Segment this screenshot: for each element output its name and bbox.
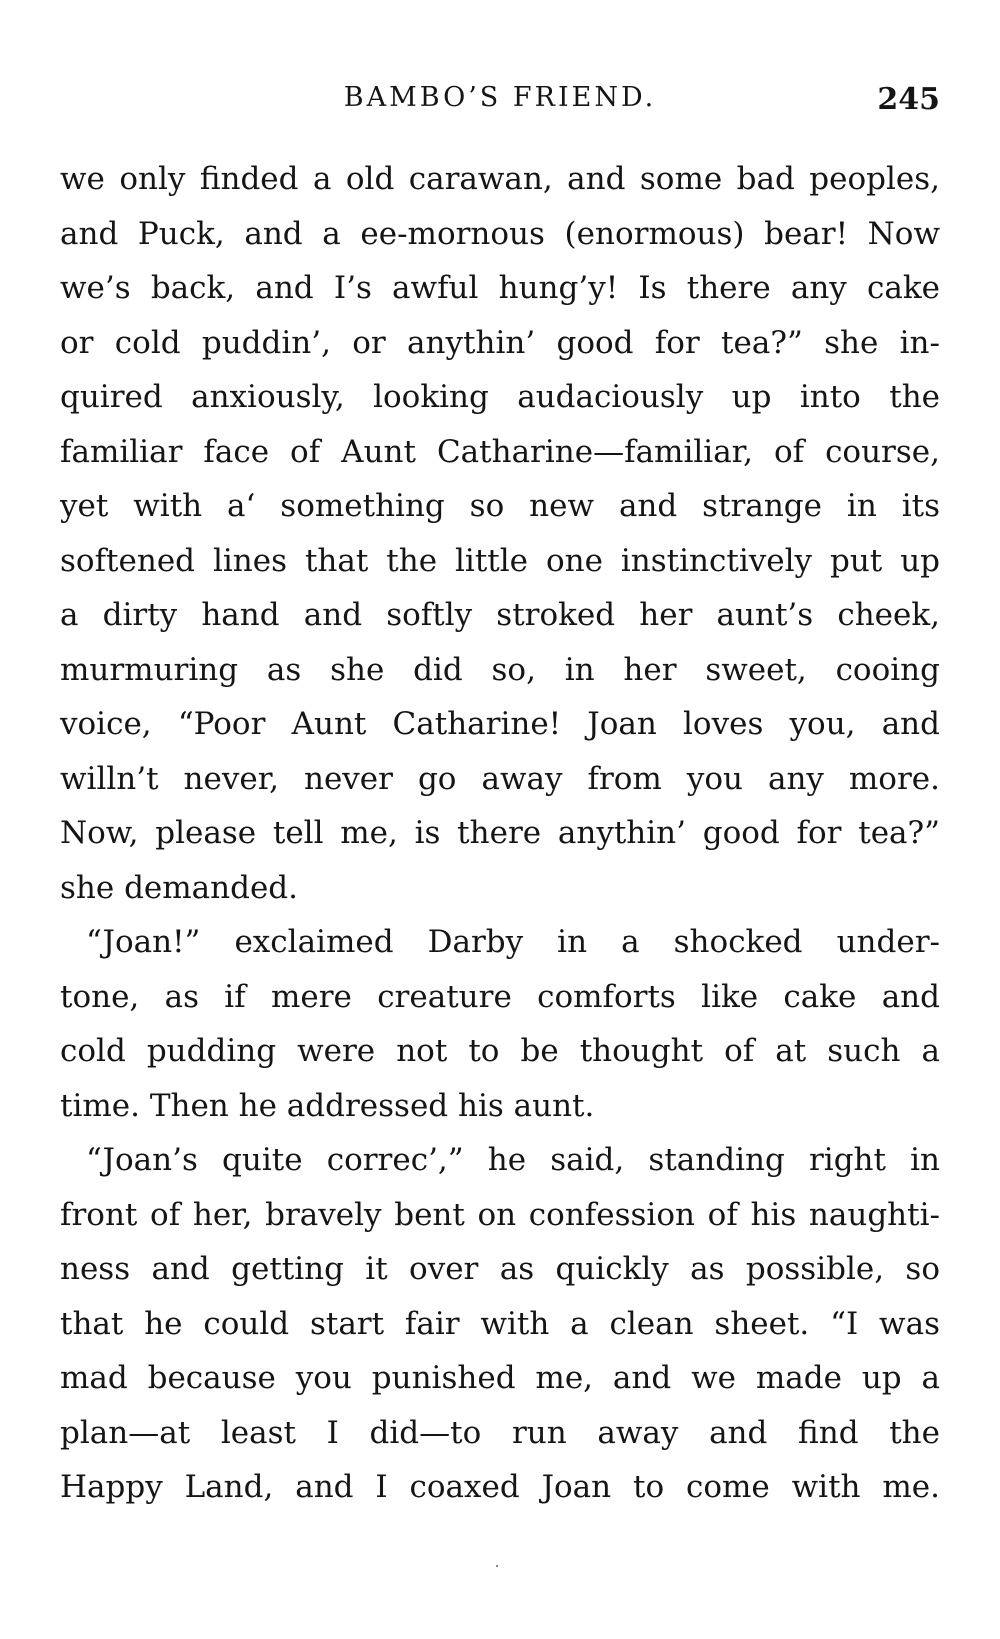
print-speck xyxy=(496,1565,498,1567)
text-line: she demanded. xyxy=(60,869,298,906)
text-line: ness and getting it over as quickly as possible, so xyxy=(60,1251,940,1287)
text-line: voice, “Poor Aunt Catharine! Joan loves you, and xyxy=(60,706,940,742)
text-line: we’s back, and I’s awful hung’y! Is there any cake xyxy=(60,270,940,306)
running-title: BAMBO’S FRIEND. xyxy=(343,82,657,113)
page-number: 245 xyxy=(877,82,940,117)
text-line: front of her, bravely bent on confession of his naughti- xyxy=(60,1196,940,1233)
body-text xyxy=(60,152,940,1515)
text-line: we only finded a old carawan, and some bad peoples, xyxy=(60,161,940,197)
text-line: tone, as if mere creature comforts like cake and xyxy=(60,978,940,1015)
text-line: Now, please tell me, is there anythin’ good for tea?” xyxy=(60,815,940,851)
text-line: mad because you punished me, and we made up a xyxy=(60,1360,940,1396)
text-line: cold pudding were not to be thought of at such a xyxy=(60,1033,940,1069)
text-line: that he could start fair with a clean sheet. “I was xyxy=(60,1305,940,1342)
running-head xyxy=(60,82,940,122)
text-line: willn’t never, never go away from you any more. xyxy=(60,760,940,797)
text-line: yet with a‘ something so new and strange in its xyxy=(60,488,940,524)
text-line: “Joan’s quite correc’,” he said, standing right in xyxy=(86,1142,940,1178)
text-line: familiar face of Aunt Catharine—familiar, of course, xyxy=(60,433,940,470)
text-line: quired anxiously, looking audaciously up into the xyxy=(60,379,940,415)
text-line: time. Then he addressed his aunt. xyxy=(60,1087,595,1124)
text-line: softened lines that the little one instinctively put up xyxy=(60,542,940,579)
text-line: or cold puddin’, or anythin’ good for tea?” she in- xyxy=(60,324,940,361)
text-line: “Joan!” exclaimed Darby in a shocked under- xyxy=(86,924,940,960)
text-line: plan—at least I did—to run away and find the xyxy=(60,1414,940,1451)
text-line: Happy Land, and I coaxed Joan to come with me. xyxy=(60,1469,940,1505)
text-line: murmuring as she did so, in her sweet, cooing xyxy=(60,651,940,688)
text-line: a dirty hand and softly stroked her aunt’s cheek, xyxy=(60,597,940,633)
text-line: and Puck, and a ee-mornous (enormous) bear! Now xyxy=(60,215,940,252)
